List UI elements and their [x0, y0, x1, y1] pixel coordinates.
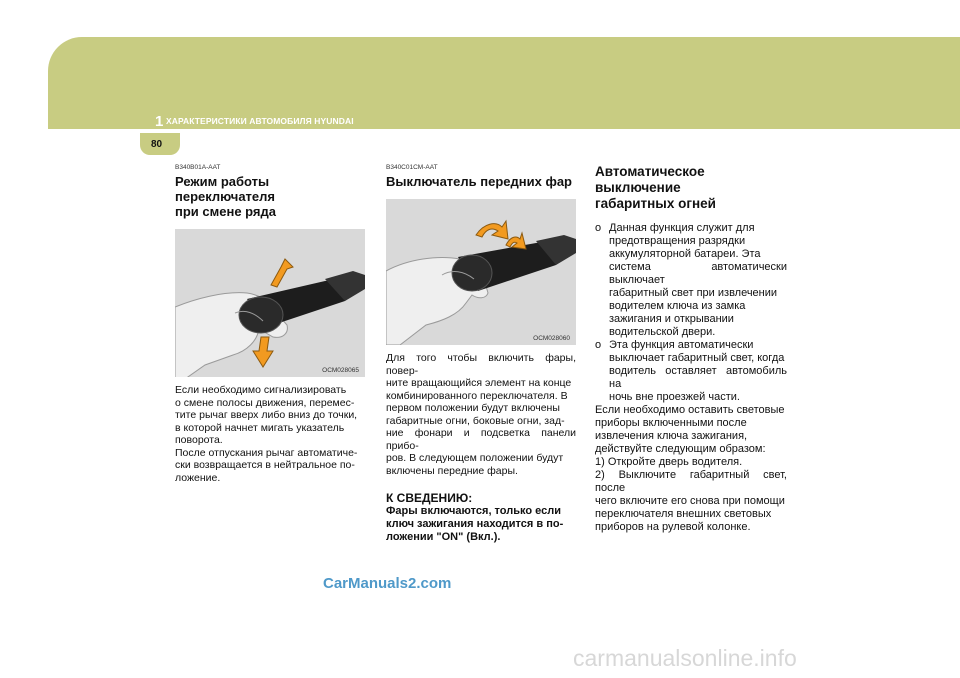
watermark-carmanuals2[interactable]: CarManuals2.com — [323, 575, 452, 592]
note-title: К СВЕДЕНИЮ: — [386, 491, 473, 505]
page-number: 80 — [151, 139, 163, 150]
lever-photo-lane-change — [175, 229, 365, 377]
bullet-marker: o — [595, 222, 602, 234]
chapter-title: ХАРАКТЕРИСТИКИ АВТОМОБИЛЯ HYUNDAI — [166, 116, 354, 126]
watermark-carmanualsonline: carmanualsonline.info — [573, 645, 797, 671]
section-code: B340B01A-AAT — [175, 164, 221, 171]
lever-illustration — [386, 199, 576, 345]
image-code: OCM028060 — [533, 335, 570, 342]
section-body: Если необходимо сигнализировать о смене полосы движения, перемес- тите рычаг вверх либо вниз до точки, в которой начнет мигать указатель поворота. После отпускания рычаг автоматиче- ски возвращается в нейтральное по- ложение. — [175, 384, 358, 484]
section-auto-light-off — [595, 164, 787, 534]
bullet-text: Данная функция служит для предотвращения разрядки аккумуляторной батареи. Эта система автоматически выключает габаритный свет при извлечении водителем ключа из замка зажигания и открывании водительской двери. — [609, 222, 787, 338]
section-lane-change — [175, 164, 365, 484]
section-heading: Автоматическое выключение габаритных огней — [595, 164, 716, 211]
chapter-number: 1 — [155, 113, 164, 130]
section-heading: Режим работы переключателя при смене ряда — [175, 174, 277, 219]
bullet-text: Эта функция автоматически выключает габаритный свет, когда водитель оставляет автомобиль на ночь вне проезжей части. — [609, 339, 787, 403]
list-item — [595, 222, 787, 339]
section-body: Для того чтобы включить фары, повер- ните вращающийся элемент на конце комбинированного переключателя. В первом положении будут включены габаритные огни, боковые огни, зад- ние фонари и подсветка панели прибо- ров. В следующем положении будут включены передние фары. — [386, 352, 576, 477]
lever-photo-headlight — [386, 199, 576, 345]
note-text: Фары включаются, только если ключ зажигания находится в по- ложении "ON" (Вкл.). — [386, 505, 564, 543]
section-headlight-switch — [386, 164, 576, 544]
image-code: OCM028065 — [322, 367, 359, 374]
section-body: Если необходимо оставить световые приборы включенными после извлечения ключа зажигания, действуйте следующим образом: 1) Откройте дверь водителя. 2) Выключите габаритный свет, после чего включите его снова при помощи переключателя внешних световых приборов на рулевой колонке. — [595, 404, 787, 533]
bullet-marker: o — [595, 339, 602, 351]
list-item — [595, 339, 787, 404]
section-heading: Выключатель передних фар — [386, 174, 572, 189]
section-code: B340C01CM-AAT — [386, 164, 438, 171]
lever-illustration — [175, 229, 365, 377]
